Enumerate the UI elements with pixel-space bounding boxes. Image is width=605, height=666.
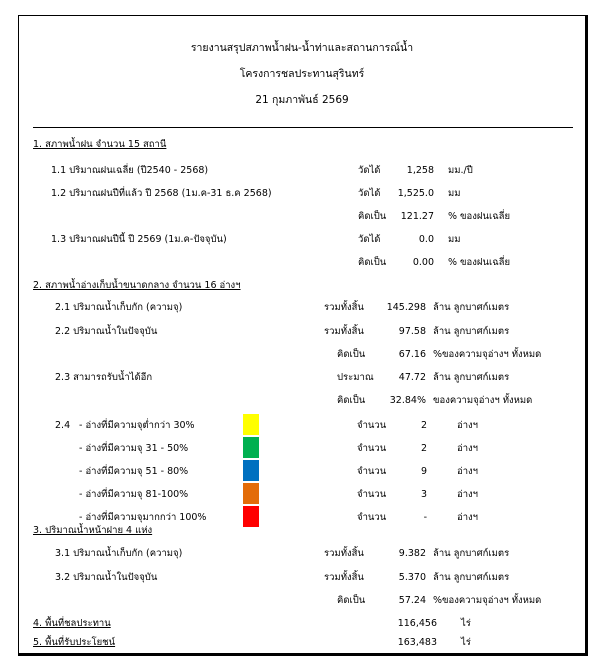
s1-r3-value: 121.27: [400, 211, 434, 222]
level-count: 9: [420, 466, 427, 477]
s3-r1-label: 3.1 ปริมาณน้ำเก็บกัก (ความจุ): [55, 548, 183, 559]
s1-r1-unit: มม./ปี: [448, 165, 473, 176]
s3-r2-label: 3.2 ปริมาณน้ำในปัจจุบัน: [55, 572, 158, 583]
s1-r5-unit: % ของฝนเฉลี่ย: [448, 257, 511, 268]
s2-r4-value: 47.72: [398, 372, 426, 383]
s1-r1-value: 1,258: [406, 165, 434, 176]
level-unit: อ่างฯ: [457, 420, 479, 431]
level-unit: อ่างฯ: [457, 466, 479, 477]
report-page: [18, 15, 588, 656]
benefit-area-value: 163,483: [397, 637, 437, 648]
s3-r2-key: รวมทั้งสิ้น: [324, 572, 364, 583]
s2-r1-label: 2.1 ปริมาณน้ำเก็บกัก (ความจุ): [55, 302, 183, 313]
s2-r5-unit: ของความจุอ่างฯ ทั้งหมด: [433, 395, 533, 406]
s2-r1-unit: ล้าน ลูกบาศก์เมตร: [433, 302, 510, 313]
s2-r2-unit: ล้าน ลูกบาศก์เมตร: [433, 326, 510, 337]
s3-r3-value: 57.24: [398, 595, 426, 606]
report-date: 21 กุมภาพันธ์ 2569: [255, 94, 349, 106]
level-unit: อ่างฯ: [457, 489, 479, 500]
s2-r4-unit: ล้าน ลูกบาศก์เมตร: [433, 372, 510, 383]
level-unit: อ่างฯ: [457, 443, 479, 454]
level-key: จำนวน: [357, 443, 387, 454]
s3-r3-key: คิดเป็น: [337, 595, 366, 606]
s3-r1-unit: ล้าน ลูกบาศก์เมตร: [433, 548, 510, 559]
level-label: - อ่างที่มีความจุต่ำกว่า 30%: [79, 420, 195, 431]
s3-r1-key: รวมทั้งสิ้น: [324, 548, 364, 559]
s1-r4-label: 1.3 ปริมาณฝนปีนี้ ปี 2569 (1ม.ค-ปัจจุบัน): [51, 234, 227, 245]
s3-r2-value: 5.370: [398, 572, 426, 583]
section-3-heading: 3. ปริมาณน้ำหน้าฝาย 4 แห่ง: [33, 525, 153, 536]
s1-r2-unit: มม: [448, 188, 461, 199]
s2-r1-key: รวมทั้งสิ้น: [324, 302, 364, 313]
s2-r5-key: คิดเป็น: [337, 395, 366, 406]
s2-r3-value: 67.16: [398, 349, 426, 360]
section-5-heading: 5. พื้นที่รับประโยชน์: [33, 637, 116, 648]
level-color-swatch: [243, 437, 259, 458]
level-unit: อ่างฯ: [457, 512, 479, 523]
s1-r2-key: วัดได้: [358, 188, 381, 199]
header-divider: [33, 127, 573, 128]
level-key: จำนวน: [357, 489, 387, 500]
section-1-heading: 1. สภาพน้ำฝน จำนวน 15 สถานี: [33, 139, 167, 150]
s2-r2-value: 97.58: [398, 326, 426, 337]
s3-r1-value: 9.382: [398, 548, 426, 559]
s2-r2-key: รวมทั้งสิ้น: [324, 326, 364, 337]
s1-r4-value: 0.0: [418, 234, 434, 245]
s1-r4-unit: มม: [448, 234, 461, 245]
s1-r4-key: วัดได้: [358, 234, 381, 245]
s2-r3-key: คิดเป็น: [337, 349, 366, 360]
s1-r1-label: 1.1 ปริมาณฝนเฉลี่ย (ปี2540 - 2568): [51, 165, 209, 176]
level-label: - อ่างที่มีความจุ 31 - 50%: [79, 443, 189, 454]
s2-levels-number: 2.4: [55, 420, 71, 431]
report-title: รายงานสรุปสภาพน้ำฝน-น้ำท่าและสถานการณ์น้ำ: [190, 42, 414, 54]
s2-r3-unit: %ของความจุอ่างฯ ทั้งหมด: [433, 349, 542, 360]
level-color-swatch: [243, 414, 259, 435]
level-count: 3: [420, 489, 427, 500]
s3-r3-unit: %ของความจุอ่างฯ ทั้งหมด: [433, 595, 542, 606]
benefit-area-unit: ไร่: [461, 637, 471, 648]
irrigated-area-value: 116,456: [397, 618, 437, 629]
irrigated-area-unit: ไร่: [461, 618, 471, 629]
section-4-heading: 4. พื้นที่ชลประทาน: [33, 618, 111, 629]
s2-r2-label: 2.2 ปริมาณน้ำในปัจจุบัน: [55, 326, 158, 337]
level-label: - อ่างที่มีความจุ 81-100%: [79, 489, 189, 500]
s3-r2-unit: ล้าน ลูกบาศก์เมตร: [433, 572, 510, 583]
level-color-swatch: [243, 483, 259, 504]
s2-r4-key: ประมาณ: [337, 372, 374, 383]
s1-r3-key: คิดเป็น: [358, 211, 387, 222]
s1-r2-value: 1,525.0: [397, 188, 434, 199]
s2-r1-value: 145.298: [386, 302, 426, 313]
level-label: - อ่างที่มีความจุ 51 - 80%: [79, 466, 189, 477]
s2-r5-value: 32.84%: [389, 395, 426, 406]
s1-r5-value: 0.00: [412, 257, 434, 268]
level-key: จำนวน: [357, 420, 387, 431]
s2-r4-label: 2.3 สามารถรับน้ำได้อีก: [55, 372, 153, 383]
s1-r1-key: วัดได้: [358, 165, 381, 176]
section-2-heading: 2. สภาพน้ำอ่างเก็บน้ำขนาดกลาง จำนวน 16 อ่างฯ: [33, 280, 241, 291]
level-label: - อ่างที่มีความจุมากกว่า 100%: [79, 512, 207, 523]
project-name: โครงการชลประทานสุรินทร์: [239, 68, 365, 80]
level-key: จำนวน: [357, 466, 387, 477]
level-color-swatch: [243, 460, 259, 481]
level-color-swatch: [243, 506, 259, 527]
s1-r3-unit: % ของฝนเฉลี่ย: [448, 211, 511, 222]
s1-r2-label: 1.2 ปริมาณฝนปีที่แล้ว ปี 2568 (1ม.ค-31 ธ.ค 2568): [51, 188, 272, 199]
level-count: -: [423, 512, 427, 523]
s1-r5-key: คิดเป็น: [358, 257, 387, 268]
level-count: 2: [420, 420, 427, 431]
level-count: 2: [420, 443, 427, 454]
level-key: จำนวน: [357, 512, 387, 523]
